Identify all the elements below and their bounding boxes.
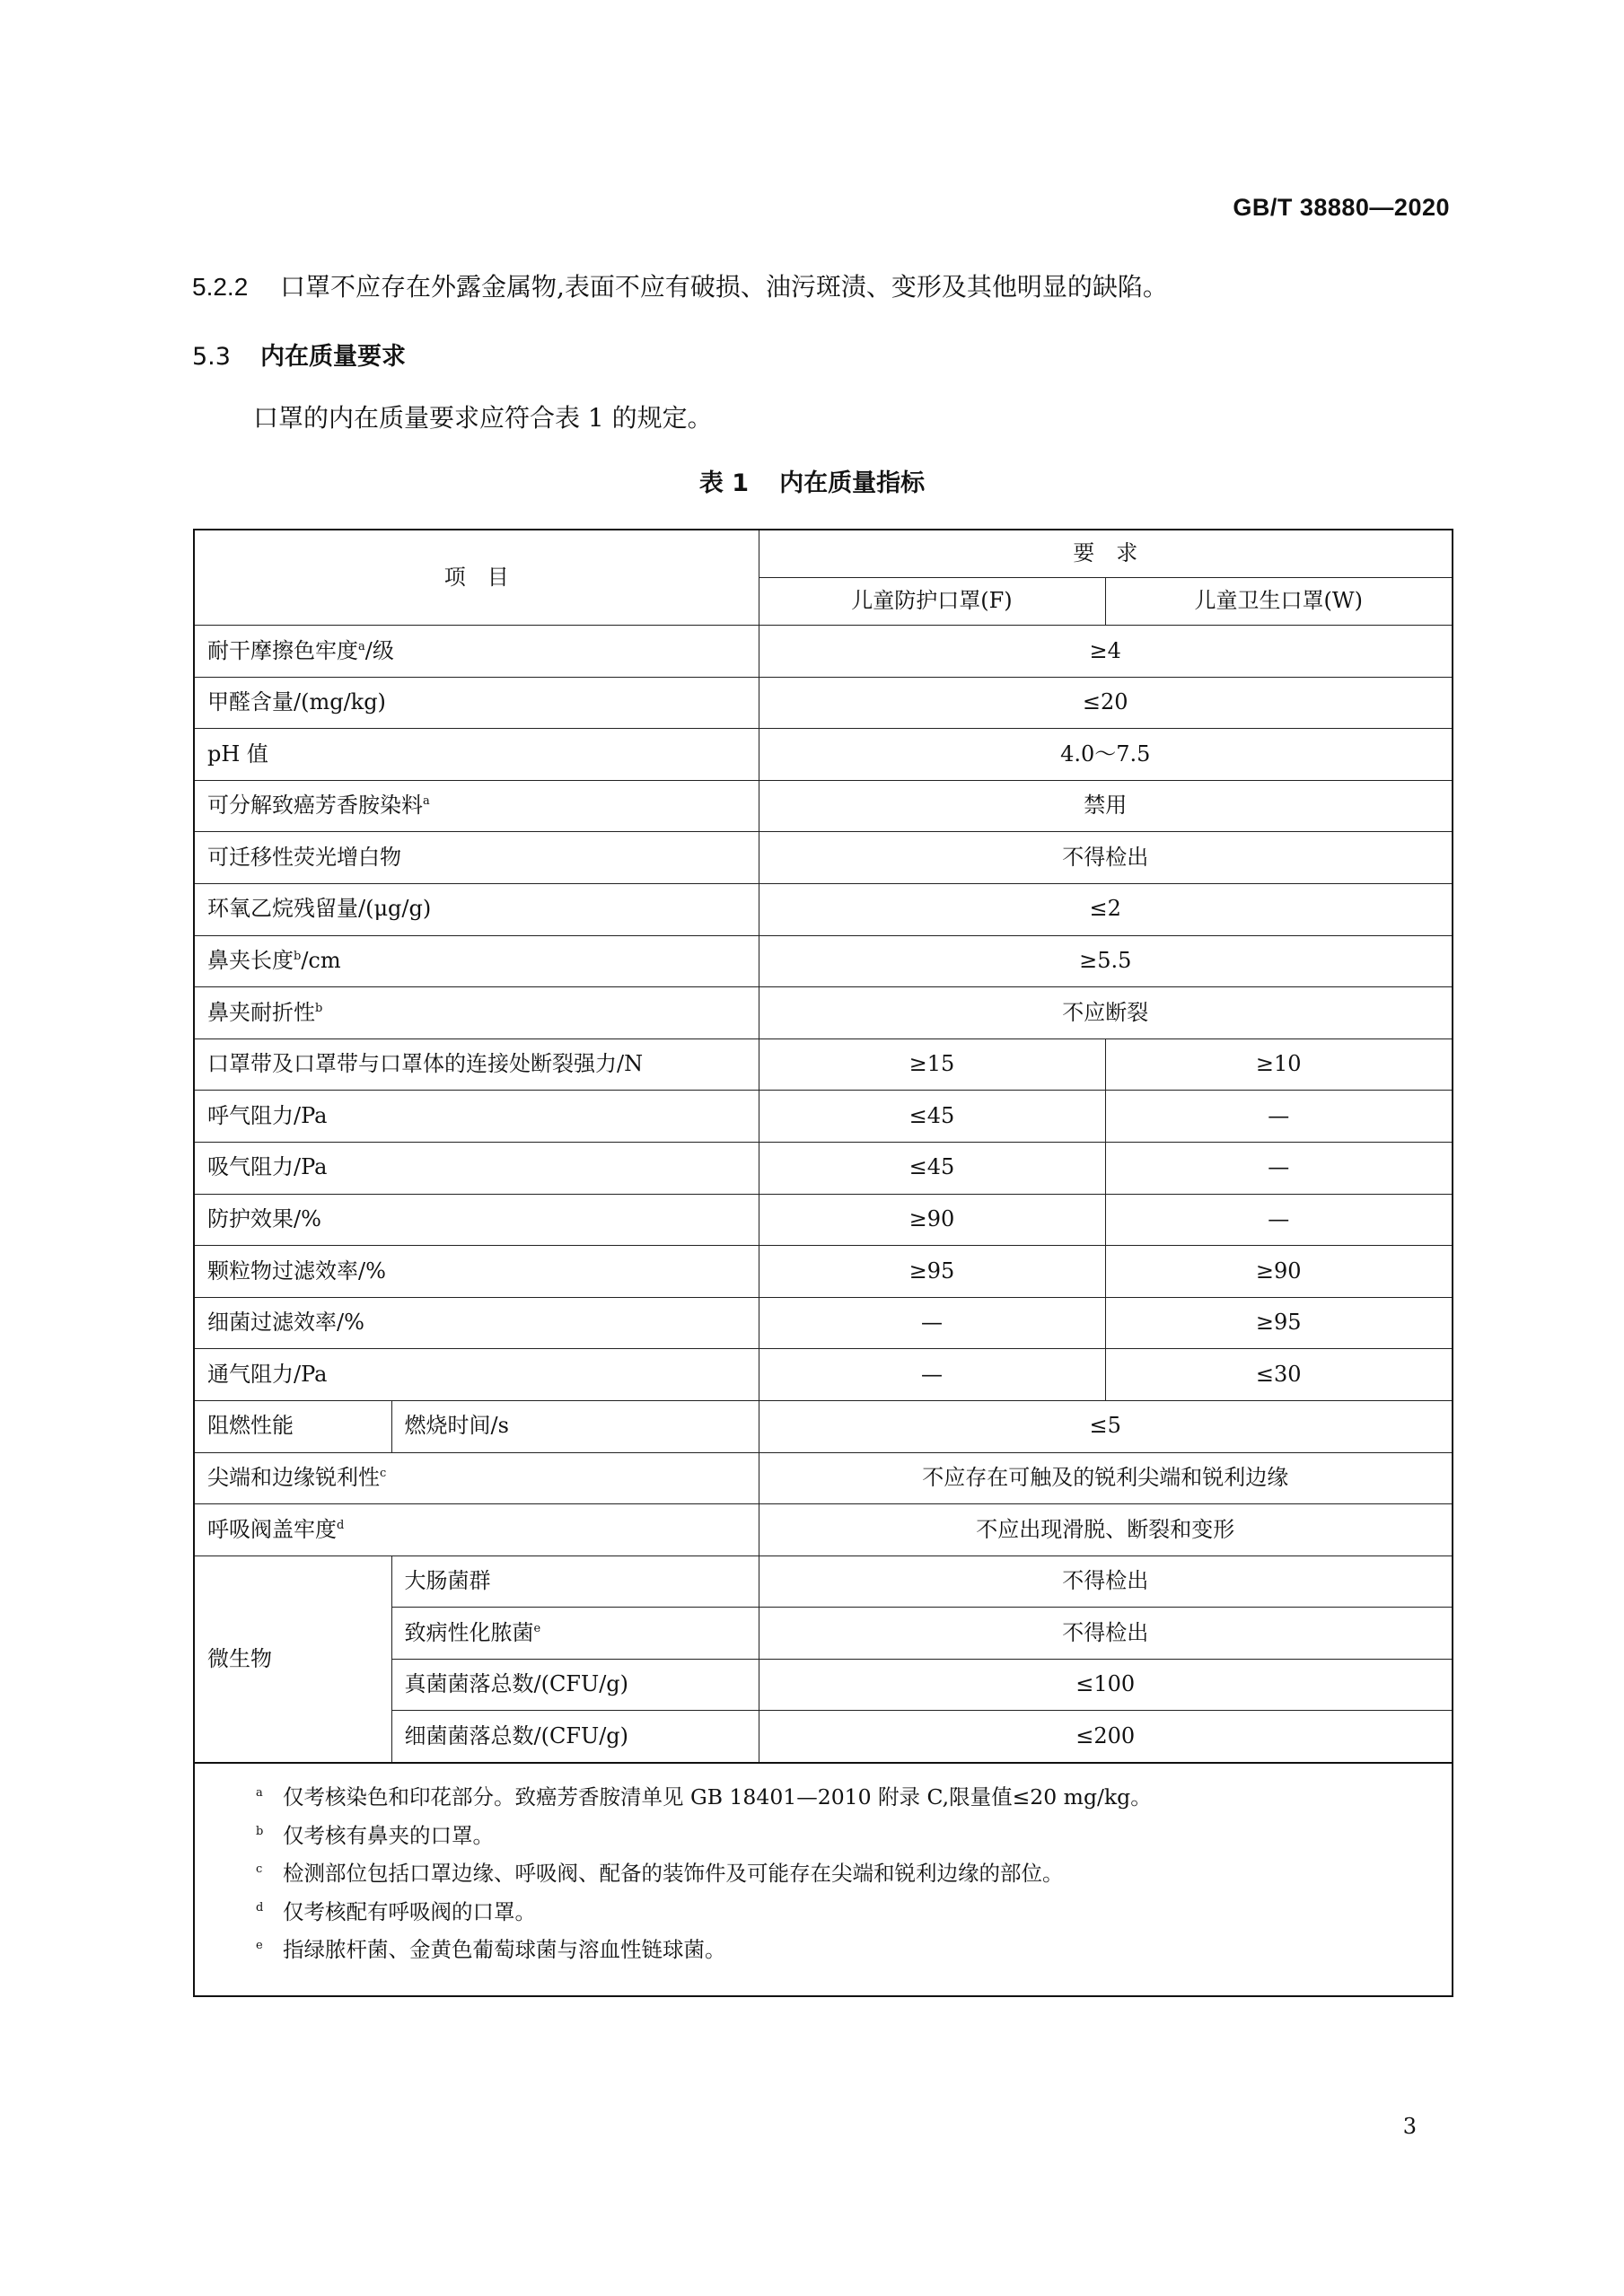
row-value: ≤200 <box>759 1711 1453 1763</box>
row-value: 不得检出 <box>759 1555 1453 1608</box>
section-number: 5.3 <box>192 343 231 371</box>
row-item: 可迁移性荧光增白物 <box>194 832 759 884</box>
page-number: 3 <box>1402 2114 1417 2139</box>
row-item: 耐干摩擦色牢度$^a$/级 <box>194 626 759 678</box>
table-caption-title: 内在质量指标 <box>779 469 926 497</box>
table-row <box>194 677 1453 729</box>
row-value-w: — <box>1105 1194 1453 1246</box>
table-row <box>194 1349 1453 1401</box>
table-row <box>194 1091 1453 1143</box>
row-value: ≥5.5 <box>759 935 1453 987</box>
section-heading <box>192 337 406 372</box>
header-col-w: 儿童卫生口罩(W) <box>1105 578 1453 626</box>
row-item: 环氧乙烷残留量/(μg/g) <box>194 883 759 935</box>
row-value-f: — <box>759 1297 1105 1349</box>
table-row <box>194 987 1453 1039</box>
row-item: 可分解致癌芳香胺染料$^a$ <box>194 780 759 832</box>
row-value: 不应出现滑脱、断裂和变形 <box>759 1504 1453 1556</box>
row-item: pH 值 <box>194 729 759 781</box>
quality-table <box>193 529 1453 1997</box>
row-item: 尖端和边缘锐利性$^c$ <box>194 1452 759 1504</box>
row-subitem: 真菌菌落总数/(CFU/g) <box>391 1659 759 1711</box>
footnote: $^b$ 仅考核有鼻夹的口罩。 <box>256 1822 494 1848</box>
table-row <box>194 1142 1453 1194</box>
table-row <box>194 729 1453 781</box>
footnote: $^a$ 仅考核染色和印花部分。致癌芳香胺清单见 GB 18401—2010 附录 C,限量值≤20 mg/kg。 <box>256 1784 1152 1810</box>
row-value-f: ≤45 <box>759 1142 1105 1194</box>
table-row <box>194 1297 1453 1349</box>
table-row <box>194 935 1453 987</box>
table-row-micro <box>194 1555 1453 1608</box>
table-row <box>194 626 1453 678</box>
row-item: 阻燃性能 <box>194 1400 391 1452</box>
row-value: 不应断裂 <box>759 987 1453 1039</box>
row-item: 防护效果/% <box>194 1194 759 1246</box>
header-col-f: 儿童防护口罩(F) <box>759 578 1105 626</box>
row-item: 口罩带及口罩带与口罩体的连接处断裂强力/N <box>194 1038 759 1091</box>
row-item: 吸气阻力/Pa <box>194 1142 759 1194</box>
row-item: 呼吸阀盖牢度$^d$ <box>194 1504 759 1556</box>
row-value-w: ≥10 <box>1105 1038 1453 1091</box>
row-item-micro: 微生物 <box>194 1555 391 1763</box>
row-value-f: — <box>759 1349 1105 1401</box>
row-value: 不得检出 <box>759 832 1453 884</box>
row-value-w: — <box>1105 1142 1453 1194</box>
row-item: 呼气阻力/Pa <box>194 1091 759 1143</box>
footnote: $^d$ 仅考核配有呼吸阀的口罩。 <box>256 1898 536 1924</box>
table-row-sharp <box>194 1452 1453 1504</box>
row-value: 不得检出 <box>759 1608 1453 1660</box>
table-row-flame <box>194 1400 1453 1452</box>
row-value-f: ≤45 <box>759 1091 1105 1143</box>
row-value: 禁用 <box>759 780 1453 832</box>
row-item: 鼻夹耐折性$^b$ <box>194 987 759 1039</box>
clause-number: 5.2.2 <box>192 273 249 301</box>
table-row <box>194 1246 1453 1298</box>
row-value-w: — <box>1105 1091 1453 1143</box>
row-value: ≤20 <box>759 677 1453 729</box>
row-subitem: 大肠菌群 <box>391 1555 759 1608</box>
row-item: 细菌过滤效率/% <box>194 1297 759 1349</box>
header-item: 项 目 <box>194 530 759 626</box>
footnote: $^e$ 指绿脓杆菌、金黄色葡萄球菌与溶血性链球菌。 <box>256 1937 726 1963</box>
table-row <box>194 883 1453 935</box>
row-subitem: 细菌菌落总数/(CFU/g) <box>391 1711 759 1763</box>
header-requirement: 要 求 <box>759 530 1453 578</box>
table-row <box>194 780 1453 832</box>
section-title: 内在质量要求 <box>260 343 406 371</box>
row-value: 不应存在可触及的锐利尖端和锐利边缘 <box>759 1452 1453 1504</box>
clause-text: 口罩不应存在外露金属物,表面不应有破损、油污斑渍、变形及其他明显的缺陷。 <box>280 272 1168 302</box>
table-caption <box>0 463 1624 498</box>
row-subitem: 致病性化脓菌$^e$ <box>391 1608 759 1660</box>
table-row <box>194 1038 1453 1091</box>
row-value-w: ≤30 <box>1105 1349 1453 1401</box>
row-value: ≤2 <box>759 883 1453 935</box>
table-row-valve <box>194 1504 1453 1556</box>
table-caption-number: 表 1 <box>698 469 750 497</box>
row-value: ≥4 <box>759 626 1453 678</box>
row-value-f: ≥15 <box>759 1038 1105 1091</box>
footnote: $^c$ 检测部位包括口罩边缘、呼吸阀、配备的装饰件及可能存在尖端和锐利边缘的部位。 <box>256 1861 1064 1887</box>
row-item: 鼻夹长度$^b$/cm <box>194 935 759 987</box>
row-subitem: 燃烧时间/s <box>391 1400 759 1452</box>
row-value-f: ≥90 <box>759 1194 1105 1246</box>
row-item: 通气阻力/Pa <box>194 1349 759 1401</box>
table-footnotes <box>194 1763 1453 1996</box>
row-item: 甲醛含量/(mg/kg) <box>194 677 759 729</box>
row-value: 4.0～7.5 <box>759 729 1453 781</box>
table-row <box>194 1194 1453 1246</box>
clause-5-2-2 <box>192 267 1168 303</box>
section-paragraph: 口罩的内在质量要求应符合表 1 的规定。 <box>253 403 713 433</box>
table-row <box>194 832 1453 884</box>
standard-code: GB/T 38880—2020 <box>1233 194 1450 221</box>
row-value-w: ≥90 <box>1105 1246 1453 1298</box>
row-value-f: ≥95 <box>759 1246 1105 1298</box>
row-value: ≤100 <box>759 1659 1453 1711</box>
row-value: ≤5 <box>759 1400 1453 1452</box>
row-value-w: ≥95 <box>1105 1297 1453 1349</box>
row-item: 颗粒物过滤效率/% <box>194 1246 759 1298</box>
